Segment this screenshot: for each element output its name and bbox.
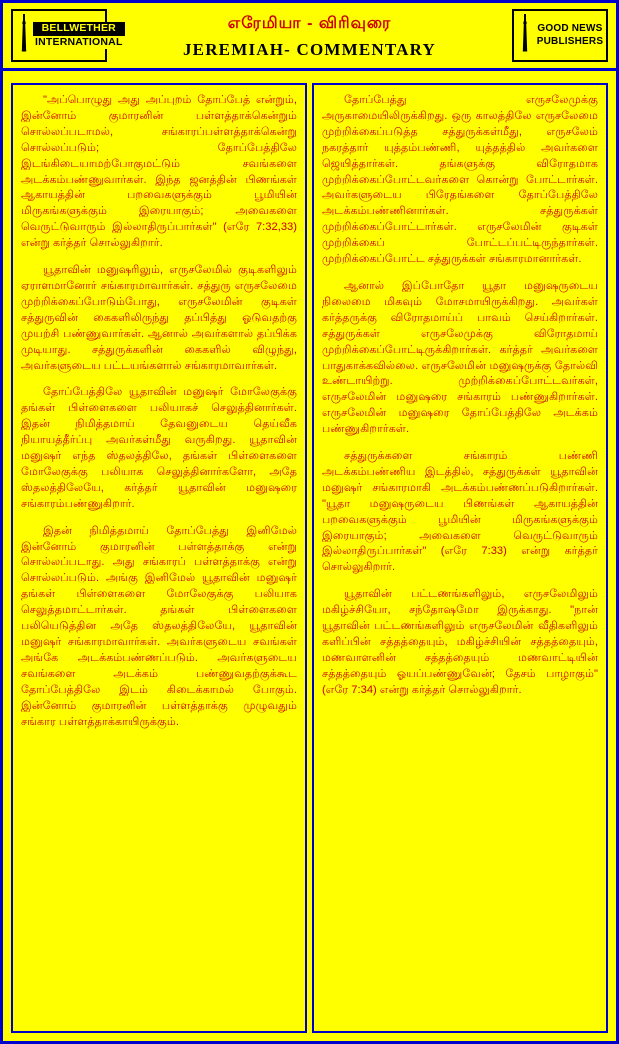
paragraph: யூதாவின் மனுஷரிலும், எருசலேமில் குடிகளிலும் ஏராளமானோர் சங்காரமாவார்கள். சத்துரு எருசலேமை முற்றிக்கைப்போடும்போது, எருசலேமின் குடிகள் சத்துருவின் கைகளிலிருந்து தப்பித்து ஓடுவதற்கு முயற்சி பண்ணுவார்கள். ஆனால் அவர்களால் தப்பிக்க முடியாது. சத்துருக்களின் கைகளில் விழுந்து, அவர்களுடைய பட்டயங்களால் சங்காரமாவார்கள்.: [21, 264, 297, 372]
publisher-logo-right-line1: GOOD NEWS: [534, 23, 606, 36]
lighthouse-icon: [15, 14, 33, 58]
publisher-logo-right-text: [534, 23, 606, 48]
column-right: [312, 83, 608, 1033]
publisher-logo-left: [11, 9, 123, 62]
paragraph: யூதாவின் பட்டணங்களிலும், எருசலேமிலும் மகிழ்ச்சியோ, சந்தோஷமோ இருக்காது. "நான் யூதாவின் பட்டணங்களிலும் எருசலேமின் வீதிகளிலும் களிப்பின் சத்தத்தையும், மகிழ்ச்சியின் சத்தத்தையும், மணவாளனின் சத்தத்தையும் மணவாட்டியின் சத்தத்தையும் ஓயப்பண்ணுவேன்; தேசம் பாழாகும்" (எரே 7:34) என்று கர்த்தர் சொல்லுகிறார்.: [322, 588, 598, 696]
publisher-logo-right: [512, 9, 608, 62]
paragraph: தோப்பேத்து எருசலேமுக்கு அருகாமையிலிருக்கிறது. ஒரு காலத்திலே எருசலேமை முற்றிக்கைப்படுத்த சத்துருக்கள்மீது, எருசலேம் நகரத்தார் யுத்தம்பண்ணி, யுத்தத்தில் அவர்களை ஜெயித்தார்கள். தங்களுக்கு விரோதமாக முற்றிக்கைப்போட்டவர்களை கொன்று போட்டார்கள். அவர்களுடைய பிரேதங்களை தோப்பேத்திலே அடக்கம்பண்ணினார்கள். சத்துருக்கள் முற்றிக்கைப்போட்டார்கள். எருசலேமின் குடிகள் முற்றிக்கைப் போட்டப்பட்டிருந்தார்கள். முற்றிக்கைப்போட்ட சத்துருக்கள் சங்காரமானார்கள்.: [322, 94, 598, 266]
paragraph: "அப்பொழுது அது அப்புறம் தோப்பேத் என்றும், இன்னோம் குமாரனின் பள்ளத்தாக்கென்றும் சொல்லப்படாமல், சங்காரப்பள்ளத்தாக்கென்று சொல்லப்படும்; தோப்பேத்திலே இடங்கிடையாமற்போகுமட்டும் சவங்களை அடக்கம்பண்ணுவார்கள். இந்த ஜனத்தின் பிணங்கள் ஆகாயத்தின் பறவைகளுக்கும் பூமியின் மிருகங்களுக்கும் இரையாகும்; அவைகளை வெருட்டுவாரும் இல்லாதிருப்பார்கள்" (எரே 7:32,33) என்று கர்த்தர் சொல்லுகிறார்.: [21, 94, 297, 250]
publisher-logo-left-line1: BELLWETHER: [33, 22, 125, 35]
page-header: [3, 3, 616, 71]
lighthouse-icon: [516, 14, 534, 58]
page-title-tamil: எரேமியா - விரிவுரை: [227, 14, 392, 32]
page-title-block: [107, 3, 512, 68]
paragraph: ஆனால் இப்போதோ யூதா மனுஷருடைய நிலைமை மிகவும் மோசமாயிருக்கிறது. அவர்கள் கர்த்தருக்கு விரோதமாய்ப் பாவம் செய்கிறார்கள். சத்துருக்கள் எருசலேமுக்கு விரோதமாய் முற்றிக்கைப்போட்டிருக்கிறார்கள். கர்த்தர் அவர்களை பாதுகாக்கவில்லை. எருசலேமின் மனுஷருக்கு தோல்வி உண்டாயிற்று. முற்றிக்கைப்போட்டவர்கள், எருசலேமின் மனுஷரை சங்காரம் பண்ணுகிறார்கள். எருசலேமின் மனுஷரை தோப்பேத்திலே அடக்கம் பண்ணுகிறார்கள்.: [322, 279, 598, 436]
paragraph: தோப்பேத்திலே யூதாவின் மனுஷர் மோலேகுக்கு தங்கள் பிள்ளைகளை பலியாகச் செலுத்தினார்கள். இதன் நிமித்தமாய் தேவனுடைய தெய்வீக நியாயத்தீர்ப்பு அவர்கள்மீது வருகிறது. யூதாவின் மனுஷர் எந்த ஸ்தலத்திலே, தங்கள் பிள்ளைகளை மோலேகுக்கு பலியாக செலுத்தினார்களோ, அதே ஸ்தலத்திலேயே, கர்த்தர் யூதாவின் மனுஷரை சங்காரம்பண்ணுகிறார்.: [21, 386, 297, 510]
body-columns: [3, 74, 616, 1041]
column-left: [11, 83, 307, 1033]
publisher-logo-left-line2: INTERNATIONAL: [35, 35, 123, 48]
page-title-english: JEREMIAH- COMMENTARY: [182, 39, 437, 59]
paragraph: சத்துருக்களை சங்காரம் பண்ணி அடக்கம்பண்ணிய இடத்தில், சத்துருக்கள் யூதாவின் மனுஷர் சங்காரமாகி அடக்கம்பண்ணப்படுகிறார்கள். "யூதா மனுஷருடைய பிணங்கள் ஆகாயத்தின் பறவைகளுக்கும் பூமியின் மிருகங்களுக்கும் இரையாகும்; அவைகளை வெருட்டுவாரும் இல்லாதிருப்பார்கள்" (எரே 7:33) என்று கர்த்தர் சொல்லுகிறார்.: [322, 450, 598, 574]
paragraph: இதன் நிமித்தமாய் தோப்பேத்து இனிமேல் இன்னோம் குமாரனின் பள்ளத்தாக்கு என்று சொல்லப்படாது. அது சங்காரப் பள்ளத்தாக்கு என்று சொல்லப்படும். அங்கு இனிமேல் யூதாவின் மனுஷர் தங்கள் பிள்ளைகளை மோலேகுக்கு பலியாக செலுத்தமாட்டார்கள். தங்கள் பிள்ளைகளை பலியெடுத்தின அதே ஸ்தலத்திலேயே, யூதாவின் மனுஷர் சங்காரமாவார்கள். அவர்களுடைய சவங்கள் அங்கே அடக்கம்பண்ணப்படும். அவர்களுடைய சவங்களை அடக்கம் பண்ணுவதற்குக்கூட தோப்பேத்திலே இடம் கிடைக்காமல் போகும். இன்னோம் குமாரனின் பள்ளத்தாக்கு முழுவதும் சங்கார பள்ளத்தாக்காயிருக்கும்.: [21, 524, 297, 728]
publisher-logo-right-line2: PUBLISHERS: [534, 36, 606, 49]
